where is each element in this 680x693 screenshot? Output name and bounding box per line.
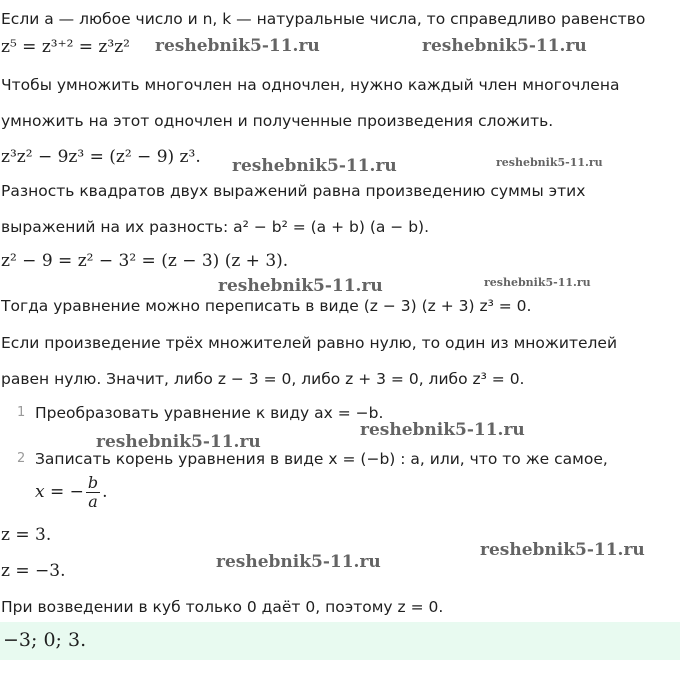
step-text-1: Преобразовать уравнение к виду ax = −b. — [35, 404, 384, 422]
text-line-1: Если a — любое число и n, k — натуральные числа, то справедливо равенство — [1, 10, 646, 28]
text-line-diff-squares-1: Разность квадратов двух выражений равна произведению суммы этих — [1, 182, 586, 200]
text-line-rule-1: Чтобы умножить многочлен на одночлен, нужно каждый член многочлена — [1, 76, 620, 94]
text-line-zero-product-2: равен нулю. Значит, либо z − 3 = 0, либо z + 3 = 0, либо z³ = 0. — [1, 370, 525, 388]
watermark: reshebnik5-11.ru — [496, 156, 603, 169]
watermark: reshebnik5-11.ru — [155, 36, 320, 56]
watermark: reshebnik5-11.ru — [480, 540, 645, 560]
answer-text: −3; 0; 3. — [3, 629, 87, 651]
step-number-1: 1 — [17, 405, 26, 420]
watermark: reshebnik5-11.ru — [96, 432, 261, 452]
text-line-diff-squares-2: выражений на их разность: a² − b² = (a + b) (a − b). — [1, 218, 430, 236]
fraction-denominator: a — [88, 492, 98, 511]
answer-bar — [0, 622, 680, 660]
watermark: reshebnik5-11.ru — [422, 36, 587, 56]
step-number-2: 2 — [17, 451, 26, 466]
text-line-rule-2: умножить на этот одночлен и полученные произведения сложить. — [1, 112, 554, 130]
step-formula-2: x = − $\frac{b}{a}$ . — [35, 473, 108, 511]
watermark: reshebnik5-11.ru — [232, 156, 397, 176]
formula-root-2: z = −3. — [1, 561, 66, 581]
formula-line-factor: z³z² − 9z³ = (z² − 9) z³. — [1, 147, 201, 167]
text-line-zero-product-1: Если произведение трёх множителей равно нулю, то один из множителей — [1, 334, 618, 352]
watermark: reshebnik5-11.ru — [484, 276, 591, 289]
step-text-2: Записать корень уравнения в виде x = (−b) : a, или, что то же самое, — [35, 450, 608, 468]
watermark: reshebnik5-11.ru — [218, 276, 383, 296]
formula-prefix: x = − — [35, 482, 84, 502]
watermark: reshebnik5-11.ru — [360, 420, 525, 440]
formula-line-power: z⁵ = z³⁺² = z³z² — [1, 37, 130, 57]
fraction-numerator: b — [87, 473, 99, 492]
formula-root-1: z = 3. — [1, 525, 52, 545]
formula-line-diff: z² − 9 = z² − 3² = (z − 3) (z + 3). — [1, 251, 289, 271]
text-line-cube: При возведении в куб только 0 даёт 0, поэтому z = 0. — [1, 598, 444, 616]
watermark: reshebnik5-11.ru — [216, 552, 381, 572]
text-line-rewrite: Тогда уравнение можно переписать в виде (z − 3) (z + 3) z³ = 0. — [1, 297, 532, 315]
fraction — [86, 474, 100, 511]
